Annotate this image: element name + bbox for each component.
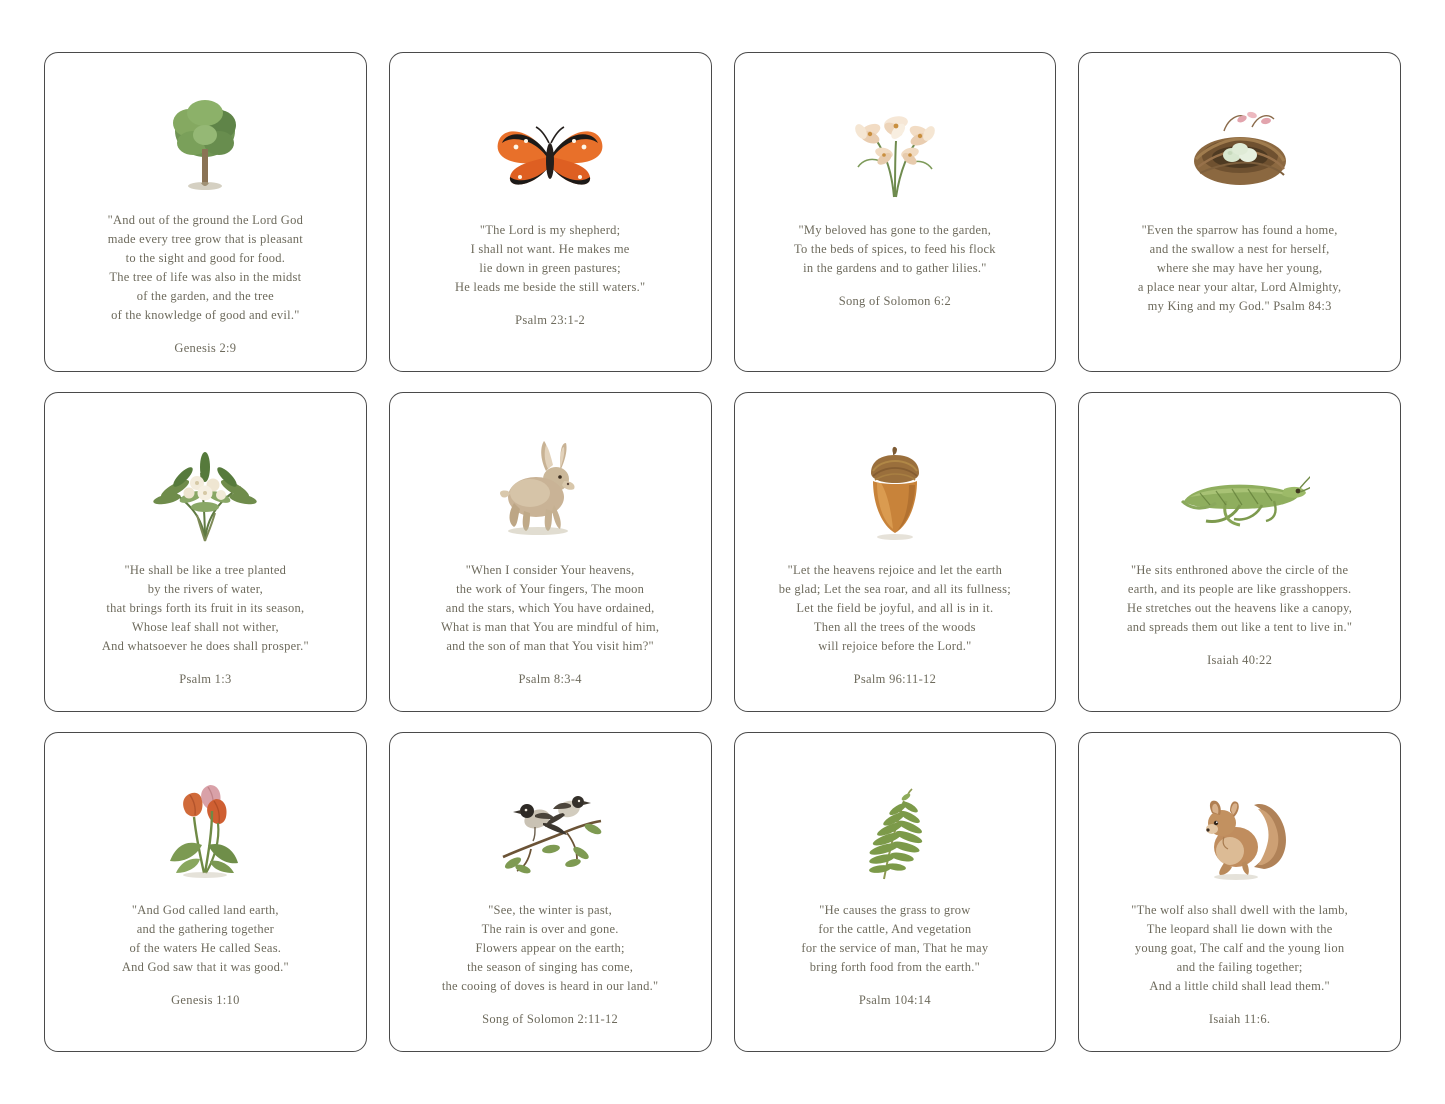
grasshopper-icon [1170,431,1310,549]
verse-line: The leopard shall lie down with the [1146,922,1333,936]
card-genesis-2-9[interactable] [44,52,367,372]
verse-line: for the service of man, That he may [801,941,989,955]
card-psalm-104-14[interactable] [734,732,1057,1052]
butterfly-icon [490,91,610,209]
card-song-of-solomon-2-11-12[interactable] [389,732,712,1052]
verse-reference: Song of Solomon 2:11-12 [482,1012,619,1026]
verse-line: And whatsoever he does shall prosper." [101,639,309,653]
verse-line: young goat, The calf and the young lion [1134,941,1345,955]
verse-line: to the sight and good for food. [125,251,286,265]
hare-icon [490,431,610,549]
verse-reference: Genesis 2:9 [174,341,237,355]
verse-line: "He shall be like a tree planted [124,563,287,577]
verse-line: will rejoice before the Lord." [818,639,972,653]
verse-line: and spreads them out like a tent to live in." [1126,620,1353,634]
fern-bouquet-icon [145,431,265,549]
verse-line: "My beloved has gone to the garden, [798,223,992,237]
verse-text [108,211,303,358]
verse-reference: Psalm 96:11-12 [853,672,937,686]
verse-line: "He causes the grass to grow [819,903,971,917]
verse-line: "And out of the ground the Lord God [107,213,304,227]
verse-line: of the waters He called Seas. [129,941,282,955]
verse-text [779,561,1011,689]
verse-line: I shall not want. He makes me [470,242,630,256]
verse-line: And a little child shall lead them." [1149,979,1330,993]
verse-line: a place near your altar, Lord Almighty, [1137,280,1342,294]
tulips-icon [150,771,260,889]
verse-line: the season of singing has come, [467,960,634,974]
songbirds-branch-icon [485,771,615,889]
verse-text [1131,901,1348,1029]
verse-line: And God saw that it was good." [121,960,289,974]
verse-line: "When I consider Your heavens, [465,563,635,577]
verse-reference: Isaiah 40:22 [1207,653,1273,667]
verse-line: lie down in green pastures; [479,261,621,275]
verse-text [442,901,659,1029]
verse-line: of the garden, and the tree [136,289,274,303]
verse-reference: Genesis 1:10 [171,993,240,1007]
verse-line: "The Lord is my shepherd; [479,223,621,237]
squirrel-icon [1180,771,1300,889]
card-psalm-8-3-4[interactable] [389,392,712,712]
card-isaiah-40-22[interactable] [1078,392,1401,712]
verse-line: made every tree grow that is pleasant [107,232,304,246]
verse-line: the cooing of doves is heard in our land." [441,979,659,993]
verse-line: "See, the winter is past, [488,903,613,917]
verse-line: Flowers appear on the earth; [475,941,625,955]
verse-line: bring forth food from the earth." [809,960,980,974]
birds-nest-icon [1180,91,1300,209]
verse-text [794,221,996,311]
verse-text [441,561,659,689]
verse-line: To the beds of spices, to feed his flock [793,242,996,256]
verse-line: The tree of life was also in the midst [109,270,302,284]
card-isaiah-11-6[interactable] [1078,732,1401,1052]
verse-line: by the rivers of water, [147,582,263,596]
verse-line: and the son of man that You visit him?" [446,639,654,653]
card-psalm-96-11-12[interactable] [734,392,1057,712]
verse-text [455,221,645,330]
verse-line: "The wolf also shall dwell with the lamb, [1131,903,1348,917]
verse-text [801,901,988,1010]
verse-reference: Psalm 104:14 [858,993,931,1007]
verse-line: He stretches out the heavens like a canopy, [1127,601,1353,615]
card-psalm-23-1-2[interactable] [389,52,712,372]
card-song-of-solomon-6-2[interactable] [734,52,1057,372]
verse-line: where she may have her young, [1156,261,1323,275]
verse-line: Whose leaf shall not wither, [131,620,279,634]
acorn-icon [847,431,943,549]
verse-line: be glad; Let the sea roar, and all its fullness; [778,582,1011,596]
verse-reference: Isaiah 11:6. [1208,1012,1271,1026]
verse-text [122,901,289,1010]
verse-line: that brings forth its fruit in its season, [106,601,305,615]
verse-line: The rain is over and gone. [481,922,619,936]
verse-reference: Song of Solomon 6:2 [838,294,952,308]
tree-icon [157,91,253,199]
verse-line: He leads me beside the still waters." [454,280,646,294]
verse-line: "Let the heavens rejoice and let the earth [787,563,1003,577]
verse-line-with-reference: my King and my God." Psalm 84:3 [1147,299,1332,313]
verse-line: What is man that You are mindful of him, [440,620,660,634]
card-genesis-1-10[interactable] [44,732,367,1052]
verse-text [1138,221,1342,316]
verse-line: and the stars, which You have ordained, [445,601,655,615]
fern-frond-icon [840,771,950,889]
lily-flowers-icon [840,91,950,209]
verse-line: for the cattle, And vegetation [818,922,972,936]
verse-line: Let the field be joyful, and all is in it. [796,601,994,615]
card-psalm-1-3[interactable] [44,392,367,712]
verse-line: earth, and its people are like grasshoppers. [1127,582,1352,596]
verse-line: and the failing together; [1176,960,1303,974]
card-psalm-84-3[interactable] [1078,52,1401,372]
verse-line: Then all the trees of the woods [813,620,976,634]
verse-line: "Even the sparrow has found a home, [1141,223,1338,237]
verse-line: "And God called land earth, [131,903,279,917]
verse-text [102,561,309,689]
verse-reference: Psalm 1:3 [179,672,232,686]
verse-reference: Psalm 23:1-2 [515,313,586,327]
verse-line: of the knowledge of good and evil." [111,308,300,322]
verse-reference: Psalm 8:3-4 [518,672,582,686]
verse-line: in the gardens and to gather lilies." [803,261,987,275]
verse-line: and the gathering together [136,922,275,936]
verse-line: the work of Your fingers, The moon [456,582,645,596]
verse-text [1127,561,1352,670]
verse-line: and the swallow a nest for herself, [1149,242,1330,256]
verse-line: "He sits enthroned above the circle of the [1130,563,1349,577]
